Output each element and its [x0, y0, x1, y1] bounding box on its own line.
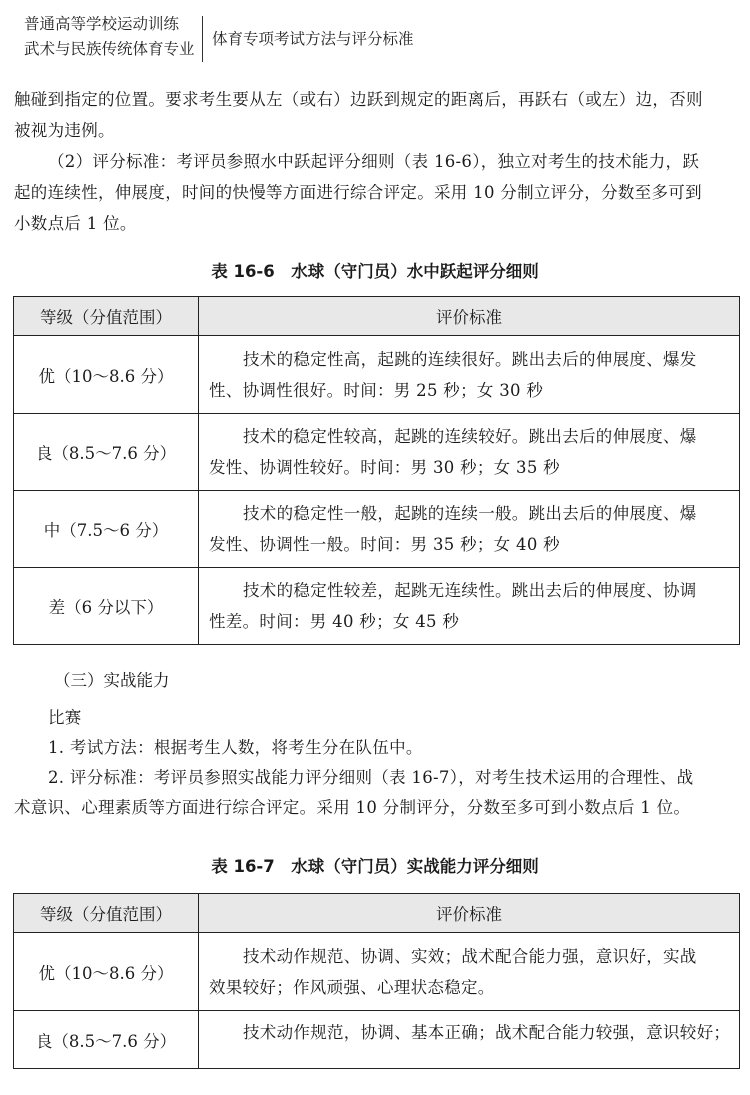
criteria-cell	[199, 568, 740, 645]
header-chapter-title: 体育专项考试方法与评分标准	[212, 30, 414, 48]
criteria-line: 性差。时间：男 40 秒；女 45 秒	[209, 612, 460, 631]
level-cell: 中（7.5～6 分）	[14, 491, 199, 568]
table1-col-criteria: 评价标准	[199, 297, 740, 336]
criteria-line: 发性、协调性较好。时间：男 30 秒；女 35 秒	[209, 458, 560, 477]
section3-heading: （三）实战能力	[54, 671, 170, 690]
table-row	[14, 1011, 740, 1069]
section3-sub: 比赛	[48, 708, 82, 727]
criteria-cell	[199, 933, 740, 1011]
level-cell: 优（10～8.6 分）	[14, 336, 199, 414]
intro-line-5: 小数点后 1 位。	[14, 214, 137, 233]
criteria-line: 效果较好；作风顽强、心理状态稳定。	[209, 977, 495, 997]
header-book-title-line1: 普通高等学校运动训练	[24, 15, 180, 33]
table2-header-row	[14, 894, 740, 933]
table-row	[14, 336, 740, 414]
page-header	[0, 0, 750, 72]
table2-caption: 表 16-7 水球（守门员）实战能力评分细则	[211, 857, 539, 876]
criteria-line: 技术的稳定性一般，起跳的连续一般。跳出去后的伸展度、爆	[243, 504, 697, 523]
level-cell: 差（6 分以下）	[14, 568, 199, 645]
criteria-line: 技术动作规范，协调、基本正确；战术配合能力较强，意识较好；	[243, 1023, 731, 1042]
criteria-cell	[199, 336, 740, 414]
table1-caption: 表 16-6 水球（守门员）水中跃起评分细则	[211, 262, 539, 281]
table2-col-level: 等级（分值范围）	[14, 894, 199, 933]
criteria-cell	[199, 491, 740, 568]
table2	[13, 893, 740, 1069]
table-row	[14, 568, 740, 645]
table1	[13, 296, 740, 645]
table1-col-level: 等级（分值范围）	[14, 297, 199, 336]
criteria-line: 性、协调性很好。时间：男 25 秒；女 30 秒	[209, 380, 544, 400]
intro-line-3: （2）评分标准：考评员参照水中跃起评分细则（表 16-6），独立对考生的技术能力，跃	[48, 152, 700, 171]
table1-header-row	[14, 297, 740, 336]
criteria-cell	[199, 414, 740, 491]
section3-item2-line2: 术意识、心理素质等方面进行综合评定。采用 10 分制评分，分数至多可到小数点后 1 位。	[14, 798, 691, 817]
header-book-title-line2: 武术与民族传统体育专业	[24, 40, 195, 58]
level-cell: 良（8.5～7.6 分）	[14, 1011, 199, 1069]
criteria-line: 技术的稳定性高，起跳的连续很好。跳出去后的伸展度、爆发	[243, 349, 697, 369]
header-book-title	[24, 12, 195, 62]
criteria-line: 技术的稳定性较高，起跳的连续较好。跳出去后的伸展度、爆	[243, 427, 697, 446]
intro-line-2: 被视为违例。	[14, 121, 115, 140]
level-cell: 良（8.5～7.6 分）	[14, 414, 199, 491]
intro-line-1: 触碰到指定的位置。要求考生要从左（或右）边跃到规定的距离后，再跃右（或左）边，否则	[14, 90, 703, 109]
criteria-cell	[199, 1011, 740, 1069]
section3-item2-line1: 2. 评分标准：考评员参照实战能力评分细则（表 16-7），对考生技术运用的合理性、战	[48, 768, 694, 787]
header-divider	[202, 16, 203, 62]
table2-col-criteria: 评价标准	[199, 894, 740, 933]
criteria-line: 技术的稳定性较差，起跳无连续性。跳出去后的伸展度、协调	[243, 581, 697, 600]
criteria-line: 发性、协调性一般。时间：男 35 秒；女 40 秒	[209, 535, 560, 554]
criteria-line: 技术动作规范、协调、实效；战术配合能力强，意识好，实战	[243, 946, 697, 966]
intro-line-4: 起的连续性，伸展度，时间的快慢等方面进行综合评定。采用 10 分制立评分，分数至多可到	[14, 183, 702, 202]
level-cell: 优（10～8.6 分）	[14, 933, 199, 1011]
table-row	[14, 491, 740, 568]
table-row	[14, 933, 740, 1011]
section3-item1: 1. 考试方法：根据考生人数，将考生分在队伍中。	[48, 738, 423, 757]
table-row	[14, 414, 740, 491]
